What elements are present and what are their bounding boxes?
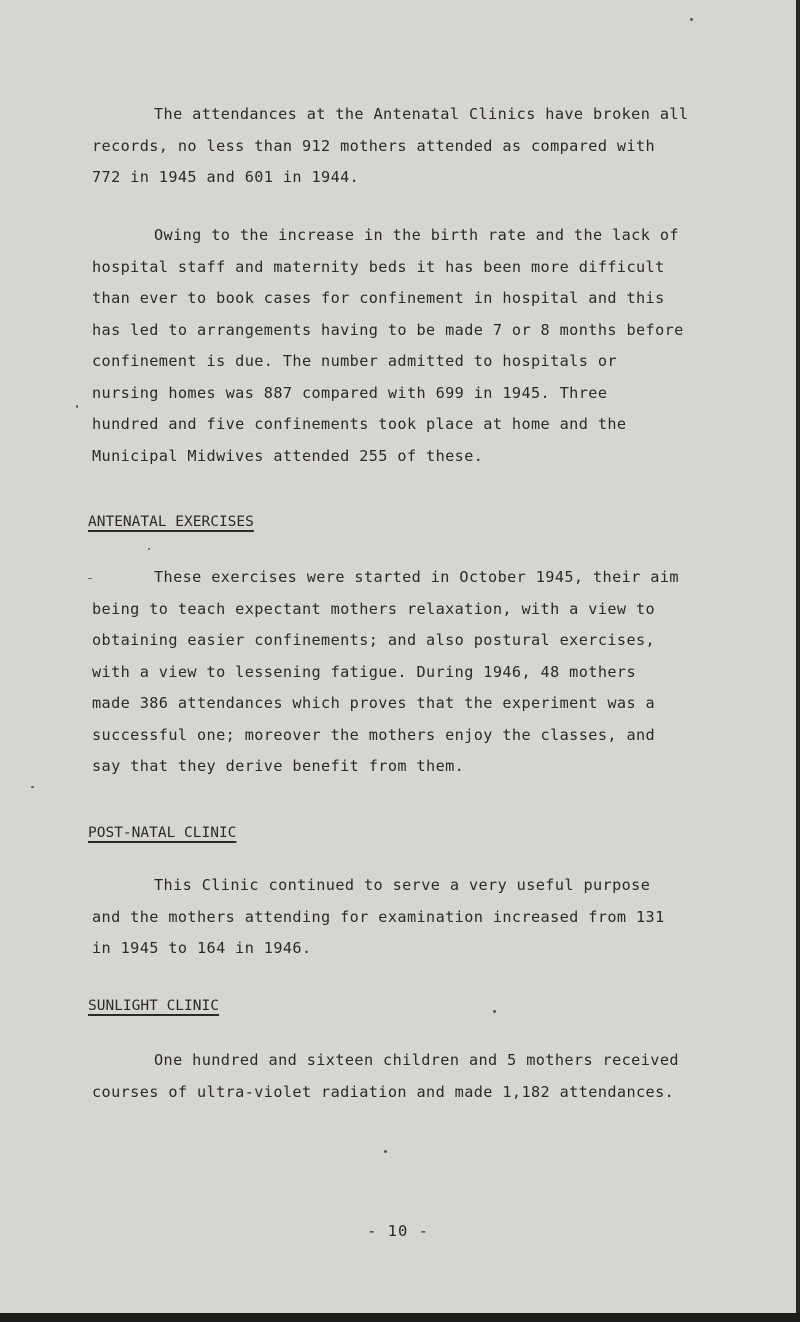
page-number: - 10 -	[367, 1222, 429, 1240]
paragraph-confinements	[92, 220, 752, 472]
text-line: courses of ultra-violet radiation and made 1,182 attendances.	[92, 1082, 675, 1101]
paper-speck	[493, 1010, 496, 1013]
paragraph-post-natal-clinic	[92, 870, 752, 965]
paper-speck	[148, 548, 150, 550]
text-line: than ever to book cases for confinement in hospital and this	[92, 289, 665, 307]
paper-speck	[384, 1150, 387, 1153]
section-heading-post-natal-clinic: POST-NATAL CLINIC	[88, 825, 237, 841]
text-line: 772 in 1945 and 601 in 1944.	[92, 168, 360, 186]
text-line: has led to arrangements having to be made 7 or 8 months before	[92, 320, 684, 339]
text-line: Owing to the increase in the birth rate and the lack of	[154, 226, 679, 244]
text-line: obtaining easier confinements; and also postural exercises,	[92, 631, 656, 649]
text-line: hundred and five confinements took place at home and the	[92, 415, 627, 433]
text-line: successful one; moreover the mothers enjoy the classes, and	[92, 725, 656, 744]
scan-bottom-edge	[0, 1313, 800, 1322]
text-line: in 1945 to 164 in 1946.	[92, 939, 312, 957]
text-line: One hundred and sixteen children and 5 mothers received	[154, 1051, 679, 1069]
text-line: and the mothers attending for examination increased from 131	[92, 907, 665, 926]
text-line: made 386 attendances which proves that the experiment was a	[92, 694, 656, 712]
text-line: hospital staff and maternity beds it has been more difficult	[92, 257, 665, 276]
paper-speck	[31, 786, 34, 788]
text-line: confinement is due. The number admitted to hospitals or	[92, 352, 617, 370]
paper-speck	[88, 578, 92, 579]
paragraph-antenatal-attendances	[92, 99, 752, 194]
text-line: This Clinic continued to serve a very useful purpose	[154, 876, 651, 894]
paper-speck	[690, 18, 693, 21]
section-heading-antenatal-exercises: ANTENATAL EXERCISES	[88, 514, 254, 530]
text-line: These exercises were started in October 1945, their aim	[154, 568, 679, 586]
text-line: being to teach expectant mothers relaxation, with a view to	[92, 599, 656, 618]
text-line: records, no less than 912 mothers attended as compared with	[92, 136, 656, 155]
text-line: nursing homes was 887 compared with 699 in 1945. Three	[92, 383, 608, 402]
paper-speck	[76, 405, 78, 408]
section-heading-sunlight-clinic: SUNLIGHT CLINIC	[88, 998, 219, 1014]
text-line: The attendances at the Antenatal Clinics have broken all	[154, 105, 689, 123]
text-line: say that they derive benefit from them.	[92, 757, 465, 775]
paragraph-antenatal-exercises	[92, 562, 752, 783]
text-line: Municipal Midwives attended 255 of these.	[92, 446, 484, 465]
paragraph-sunlight-clinic	[92, 1045, 752, 1108]
text-line: with a view to lessening fatigue. During 1946, 48 mothers	[92, 662, 636, 681]
